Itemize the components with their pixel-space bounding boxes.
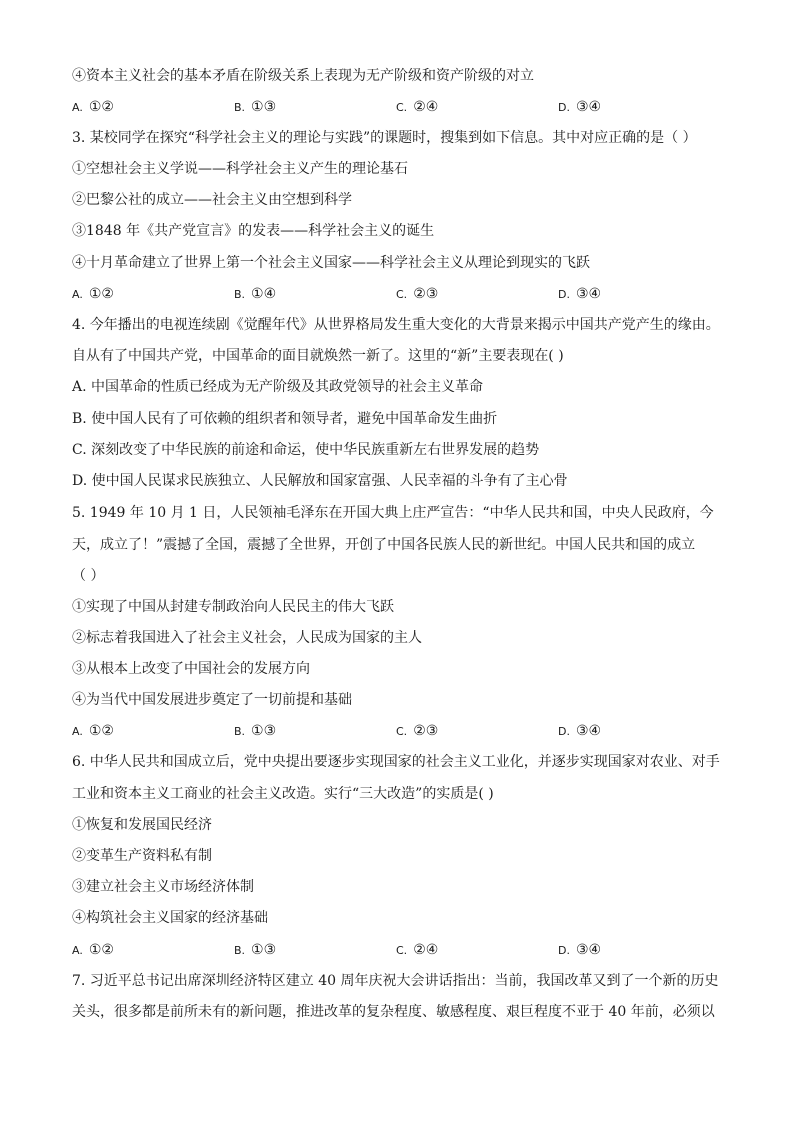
q4-choice-d[interactable]: D. 使中国人民谋求民族独立、人民解放和国家富强、人民幸福的斗争有了主心骨 bbox=[72, 473, 568, 489]
q4-choice-c[interactable]: C. 深刻改变了中华民族的前途和命运，使中华民族重新左右世界发展的趋势 bbox=[72, 442, 540, 458]
q3-item-4: ④十月革命建立了世界上第一个社会主义国家——科学社会主义从理论到现实的飞跃 bbox=[72, 255, 590, 271]
q5-item-2: ②标志着我国进入了社会主义社会，人民成为国家的主人 bbox=[72, 630, 422, 646]
q2-item-4: ④资本主义社会的基本矛盾在阶级关系上表现为无产阶级和资产阶级的对立 bbox=[72, 68, 534, 84]
q5-item-1: ①实现了中国从封建专制政治向人民民主的伟大飞跃 bbox=[72, 599, 394, 615]
q5-stem-line-3: （ ） bbox=[72, 568, 105, 584]
q5-option-b[interactable]: B. ①③ bbox=[234, 723, 277, 739]
q6-option-b[interactable]: B. ①③ bbox=[234, 942, 277, 958]
q6-item-4: ④构筑社会主义国家的经济基础 bbox=[72, 910, 268, 926]
q6-option-d[interactable]: D. ③④ bbox=[558, 942, 602, 958]
q4-stem-line-1: 4. 今年播出的电视连续剧《觉醒年代》从世界格局发生重大变化的大背景来揭示中国共产党产生的缘由。 bbox=[72, 317, 720, 333]
q6-item-2: ②变革生产资料私有制 bbox=[72, 848, 212, 864]
q2-option-c[interactable]: C. ②④ bbox=[396, 99, 439, 115]
q2-option-a[interactable]: A. ①② bbox=[72, 99, 114, 115]
q3-item-3: ③1848 年《共产党宣言》的发表——科学社会主义的诞生 bbox=[72, 223, 435, 239]
q5-stem-line-1: 5. 1949 年 10 月 1 日，人民领袖毛泽东在开国大典上庄严宣告：“中华人民共和国，中央人民政府，今 bbox=[72, 505, 714, 521]
q3-item-1: ①空想社会主义学说——科学社会主义产生的理论基石 bbox=[72, 161, 408, 177]
q6-options bbox=[72, 940, 732, 960]
q3-option-b[interactable]: B. ①④ bbox=[234, 286, 277, 302]
q4-stem-line-2: 自从有了中国共产党，中国革命的面目就焕然一新了。这里的“新”主要表现在( ) bbox=[72, 348, 564, 364]
q2-options bbox=[72, 97, 732, 117]
q3-options bbox=[72, 284, 732, 304]
q5-item-3: ③从根本上改变了中国社会的发展方向 bbox=[72, 661, 310, 677]
q6-item-1: ①恢复和发展国民经济 bbox=[72, 817, 212, 833]
q6-option-c[interactable]: C. ②④ bbox=[396, 942, 439, 958]
q6-stem-line-2: 工业和资本主义工商业的社会主义改造。实行“三大改造”的实质是( ) bbox=[72, 786, 494, 802]
q5-option-c[interactable]: C. ②③ bbox=[396, 723, 439, 739]
q3-option-a[interactable]: A. ①② bbox=[72, 286, 114, 302]
q2-option-d[interactable]: D. ③④ bbox=[558, 99, 602, 115]
q4-choice-b[interactable]: B. 使中国人民有了可依赖的组织者和领导者，避免中国革命发生曲折 bbox=[72, 411, 498, 427]
q6-option-a[interactable]: A. ①② bbox=[72, 942, 114, 958]
q5-options bbox=[72, 721, 732, 741]
q5-stem-line-2: 天，成立了！”震撼了全国，震撼了全世界，开创了中国各民族人民的新世纪。中国人民共和国的成立 bbox=[72, 537, 696, 553]
q4-choice-a[interactable]: A. 中国革命的性质已经成为无产阶级及其政党领导的社会主义革命 bbox=[72, 379, 484, 395]
q6-stem-line-1: 6. 中华人民共和国成立后，党中央提出要逐步实现国家的社会主义工业化，并逐步实现国家对农业、对手 bbox=[72, 754, 720, 770]
q6-item-3: ③建立社会主义市场经济体制 bbox=[72, 879, 254, 895]
q2-option-b[interactable]: B. ①③ bbox=[234, 99, 277, 115]
q3-option-c[interactable]: C. ②③ bbox=[396, 286, 439, 302]
q3-option-d[interactable]: D. ③④ bbox=[558, 286, 602, 302]
q3-stem: 3. 某校同学在探究“科学社会主义的理论与实践”的课题时，搜集到如下信息。其中对应正确的是（ ） bbox=[72, 130, 697, 146]
q5-item-4: ④为当代中国发展进步奠定了一切前提和基础 bbox=[72, 692, 352, 708]
q7-stem-line-1: 7. 习近平总书记出席深圳经济特区建立 40 周年庆祝大会讲话指出：当前，我国改革又到了一个新的历史 bbox=[72, 973, 719, 989]
q7-stem-line-2: 关头，很多都是前所未有的新问题，推进改革的复杂程度、敏感程度、艰巨程度不亚于 40 年前，必须以 bbox=[72, 1004, 715, 1020]
q3-item-2: ②巴黎公社的成立——社会主义由空想到科学 bbox=[72, 192, 352, 208]
q5-option-a[interactable]: A. ①② bbox=[72, 723, 114, 739]
q5-option-d[interactable]: D. ③④ bbox=[558, 723, 602, 739]
